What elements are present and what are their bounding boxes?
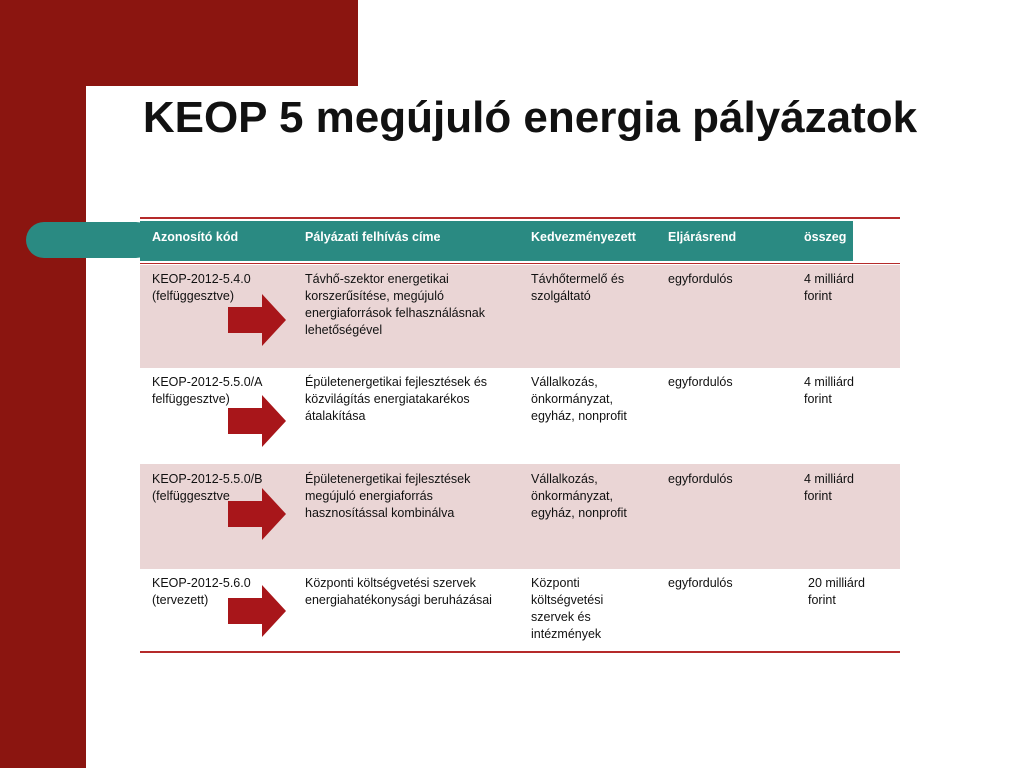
row-beneficiary: Központi költségvetési szervek és intézmények (531, 576, 604, 641)
row-amount: 4 milliárd forint (804, 472, 855, 503)
row-beneficiary: Távhőtermelő és szolgáltató (531, 272, 625, 303)
row-code: KEOP-2012-5.4.0 (felfüggesztve) (152, 272, 251, 303)
row-procedure: egyfordulós (668, 272, 733, 286)
row-title: Épületenergetikai fejlesztések megújuló energiaforrás hasznosítással kombinálva (305, 472, 471, 520)
row-title: Központi költségvetési szervek energiahatékonysági beruházásai (305, 576, 492, 607)
row-beneficiary: Vállalkozás, önkormányzat, egyház, nonprofit (531, 472, 627, 520)
slide-title: KEOP 5 megújuló energia pályázatok (142, 93, 918, 142)
right-arrow-icon (228, 294, 286, 346)
row-title: Távhő-szektor energetikai korszerűsítése, megújuló energiaforrások felhasználásnak lehetőségével (305, 272, 485, 337)
right-arrow-icon (228, 585, 286, 637)
row-title: Épületenergetikai fejlesztések és közvilágítás energiatakarékos átalakítása (305, 375, 488, 423)
row-beneficiary: Vállalkozás, önkormányzat, egyház, nonprofit (531, 375, 627, 423)
row-amount: 4 milliárd forint (804, 272, 855, 303)
row-code: KEOP-2012-5.6.0 (tervezett) (152, 576, 251, 607)
header-amount: összeg (804, 230, 847, 244)
header-bottom-rule (140, 263, 900, 264)
header-title: Pályázati felhívás címe (305, 230, 441, 244)
table-bottom-rule (140, 651, 900, 653)
right-arrow-icon (228, 395, 286, 447)
table-row (140, 368, 900, 464)
row-amount: 20 milliárd forint (808, 576, 865, 607)
table-row (140, 569, 900, 651)
header-beneficiary: Kedvezményezett (531, 230, 636, 244)
row-amount: 4 milliárd forint (804, 375, 855, 406)
row-code: KEOP-2012-5.5.0/A felfüggesztve) (152, 375, 262, 406)
right-arrow-icon (228, 488, 286, 540)
left-decor-band (0, 0, 86, 768)
table-row (140, 265, 900, 368)
row-code: KEOP-2012-5.5.0/B (felfüggesztve (152, 472, 263, 503)
header-code: Azonosító kód (152, 230, 239, 244)
table-top-rule (140, 217, 900, 219)
header-accent-pill (26, 222, 154, 258)
row-procedure: egyfordulós (668, 375, 733, 389)
header-procedure: Eljárásrend (668, 230, 737, 244)
table-header-row (140, 221, 853, 261)
table-row (140, 464, 900, 569)
row-procedure: egyfordulós (668, 472, 733, 486)
top-decor-band (0, 0, 358, 86)
row-procedure: egyfordulós (668, 576, 733, 590)
